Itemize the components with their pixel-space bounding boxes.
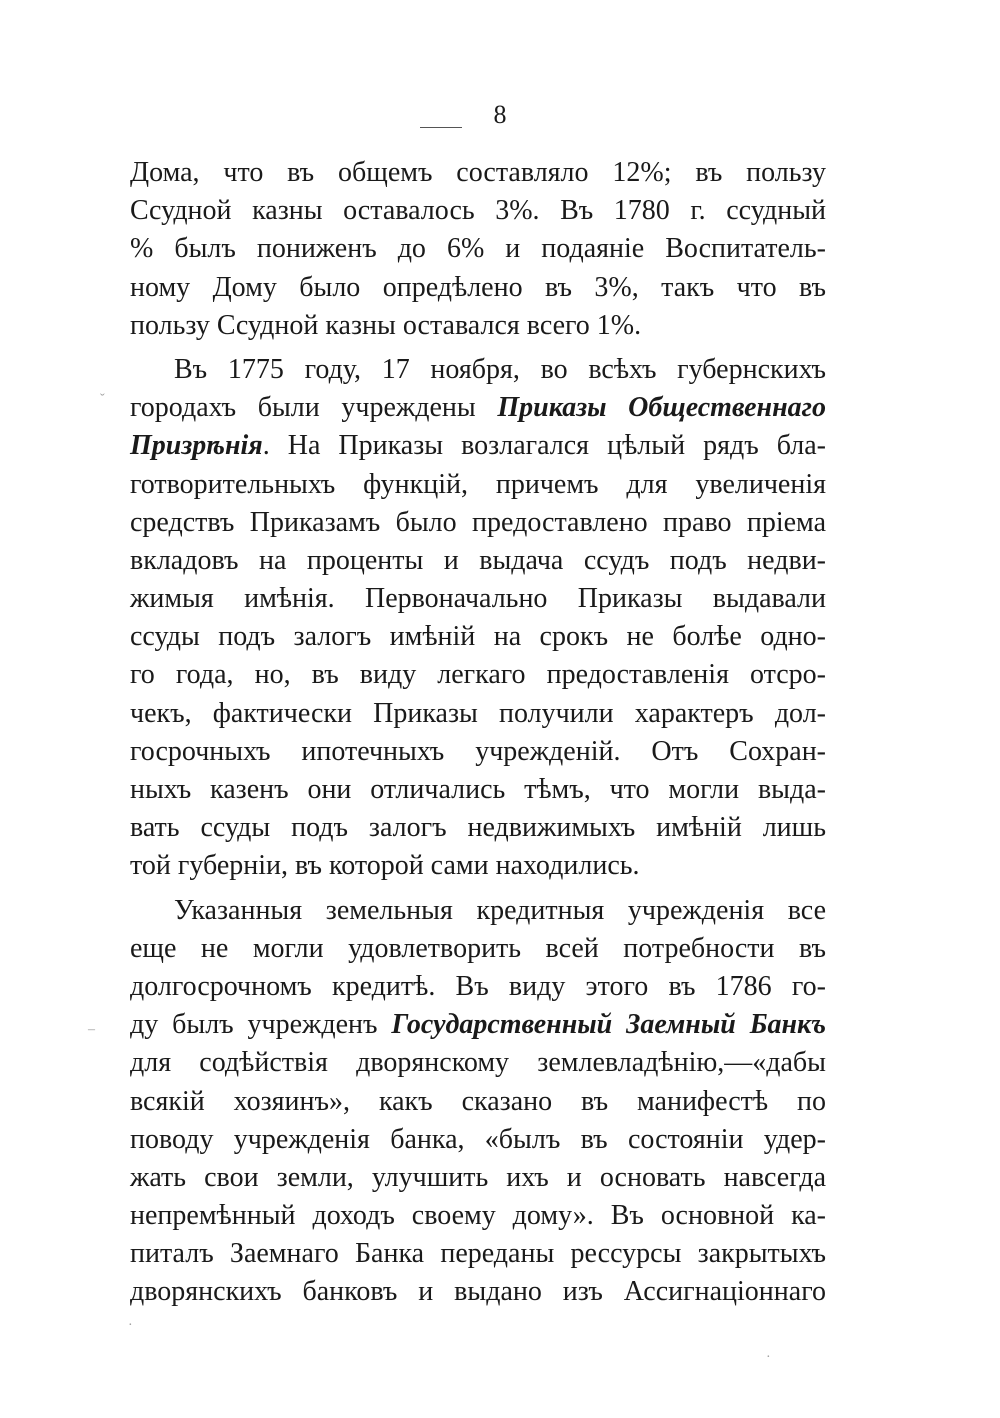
text-line: Ссудной казны оставалось 3%. Въ 1780 г. ссудный <box>130 195 826 227</box>
text-line: Дома, что въ общемъ составляло 12%; въ пользу <box>130 157 826 188</box>
text-line: чекъ, фактически Приказы получили характеръ дол- <box>130 697 826 729</box>
text-line: средствъ Приказамъ было предоставлено право пріема <box>130 506 826 538</box>
scan-mark: – <box>88 1022 95 1037</box>
text-line: той губерніи, въ которой сами находились. <box>130 850 640 882</box>
emphasis-text: Приказы Общественнаго <box>497 392 826 424</box>
text-line: го года, но, въ виду легкаго предоставленія отсро- <box>130 659 826 691</box>
text-line: дворянскихъ банковъ и выдано изъ Ассигнаціоннаго <box>130 1276 826 1308</box>
text-line: госрочныхъ ипотечныхъ учрежденій. Отъ Сохран- <box>130 735 826 767</box>
text-line: вать ссуды подъ залогъ недвижимыхъ имѣній лишь <box>130 812 826 844</box>
text-run: ду былъ учрежденъ <box>130 1009 392 1041</box>
page-number-rule <box>420 127 462 128</box>
scan-mark: · <box>128 1318 133 1333</box>
text-line: жать свои земли, улучшить ихъ и основать навсегда <box>130 1161 826 1193</box>
text-line: ному Дому было опредѣлено въ 3%, такъ что въ <box>130 271 826 303</box>
text-line: готворительныхъ функцій, причемъ для увеличенія <box>130 468 826 500</box>
paragraph-1 <box>130 154 826 345</box>
text-line <box>130 389 826 427</box>
text-line: для содѣйствія дворянскому землевладѣнію,—«дабы <box>130 1047 826 1079</box>
scan-mark: ˇ <box>100 392 105 407</box>
text-run: . На Приказы возлагался цѣлый рядъ бла- <box>262 430 826 462</box>
text-line: Указанныя земельныя кредитныя учрежденія все <box>174 894 826 926</box>
text-line <box>130 427 826 465</box>
paragraph-2 <box>130 351 826 886</box>
text-line: всякій хозяинъ», какъ сказано въ манифестѣ по <box>130 1085 826 1117</box>
text-line: ссуды подъ залогъ имѣній на срокъ не болѣе одно- <box>130 621 826 653</box>
text-line: Въ 1775 году, 17 ноября, во всѣхъ губернскихъ <box>174 353 826 385</box>
text-line: долгосрочномъ кредитѣ. Въ виду этого въ 1786 го- <box>130 970 826 1002</box>
text-line: питалъ Заемнаго Банка переданы рессурсы закрытыхъ <box>130 1238 826 1270</box>
text-run: городахъ были учреждены <box>130 392 498 424</box>
text-line: вкладовъ на проценты и выдача ссудъ подъ недви- <box>130 544 826 576</box>
scan-mark: · <box>766 1350 771 1365</box>
emphasis-text: Призрѣнія <box>130 430 263 462</box>
text-line: % былъ пониженъ до 6% и подаяніе Воспитатель- <box>130 233 826 265</box>
paragraph-3 <box>130 892 826 1312</box>
text-line: поводу учрежденія банка, «былъ въ состояніи удер- <box>130 1123 826 1155</box>
text-line: ныхъ казенъ они отличались тѣмъ, что могли выда- <box>130 774 826 805</box>
text-line: непремѣнный доходъ своему дому». Въ основной ка- <box>130 1200 826 1232</box>
text-line: пользу Ссудной казны оставался всего 1%. <box>130 309 642 341</box>
text-line <box>130 1006 826 1044</box>
text-line: жимыя имѣнія. Первоначально Приказы выдавали <box>130 583 826 615</box>
text-line: еще не могли удовлетворить всей потребности въ <box>130 932 826 964</box>
body-text <box>130 154 826 1312</box>
page-number: 8 <box>493 100 507 129</box>
emphasis-text: Государственный Заемный Банкъ <box>391 1009 827 1041</box>
